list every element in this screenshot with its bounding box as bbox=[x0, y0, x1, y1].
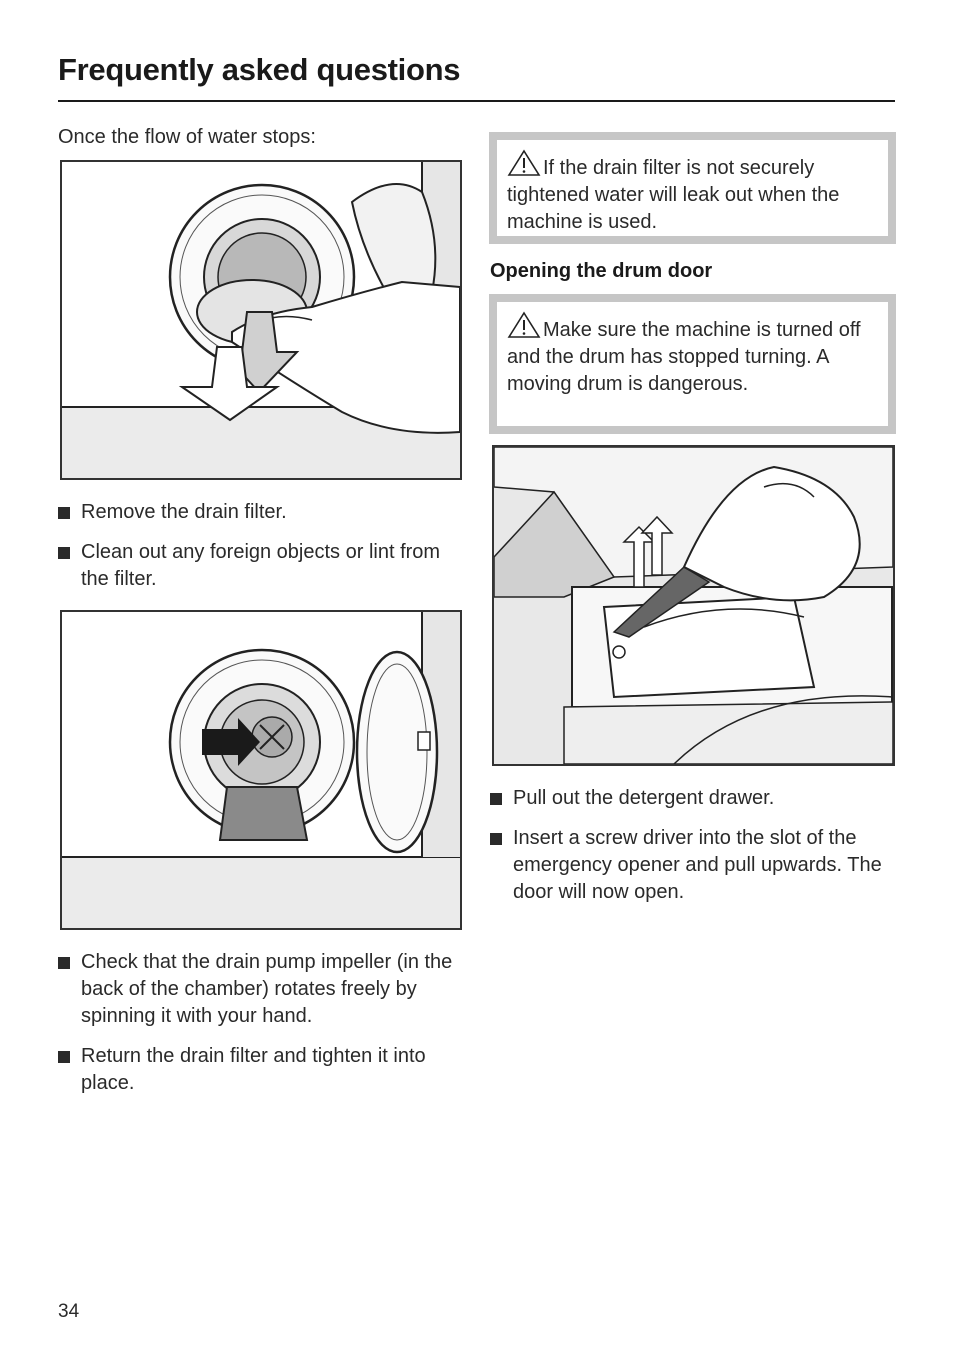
bullet-list-impeller bbox=[58, 949, 458, 1110]
bullet-list-drum-door bbox=[490, 785, 890, 919]
figure-filter-chamber bbox=[60, 610, 462, 930]
list-item: Return the drain filter and tighten it into place. bbox=[58, 1043, 458, 1097]
page-number: 34 bbox=[58, 1301, 80, 1322]
list-item: Check that the drain pump impeller (in the back of the chamber) rotates freely by spinning it with your hand. bbox=[58, 949, 458, 1030]
list-item: Pull out the detergent drawer. bbox=[490, 785, 890, 812]
illustration-screwdriver-opener bbox=[494, 447, 893, 764]
list-item: Remove the drain filter. bbox=[58, 499, 458, 526]
figure-emergency-opener bbox=[492, 445, 895, 766]
warning-text: Make sure the machine is turned off and the drum has stopped turning. A moving drum is dangerous. bbox=[507, 319, 861, 395]
bullet-list-filter-removal bbox=[58, 499, 458, 606]
title-divider bbox=[58, 100, 895, 102]
illustration-hand-removing-filter bbox=[62, 162, 460, 478]
section-heading: Opening the drum door bbox=[490, 260, 713, 282]
warning-triangle-icon bbox=[507, 149, 541, 177]
page-title: Frequently asked questions bbox=[58, 52, 461, 87]
illustration-pump-impeller bbox=[62, 612, 460, 928]
list-item: Clean out any foreign objects or lint from the filter. bbox=[58, 539, 458, 593]
intro-text: Once the flow of water stops: bbox=[58, 126, 316, 148]
warning-triangle-icon bbox=[507, 311, 541, 339]
list-item: Insert a screw driver into the slot of the emergency opener and pull upwards. The door will now open. bbox=[490, 825, 890, 906]
warning-box-filter bbox=[489, 132, 896, 244]
figure-remove-filter bbox=[60, 160, 462, 480]
warning-box-drum bbox=[489, 294, 896, 434]
warning-text: If the drain filter is not securely tightened water will leak out when the machine is used. bbox=[507, 157, 840, 233]
